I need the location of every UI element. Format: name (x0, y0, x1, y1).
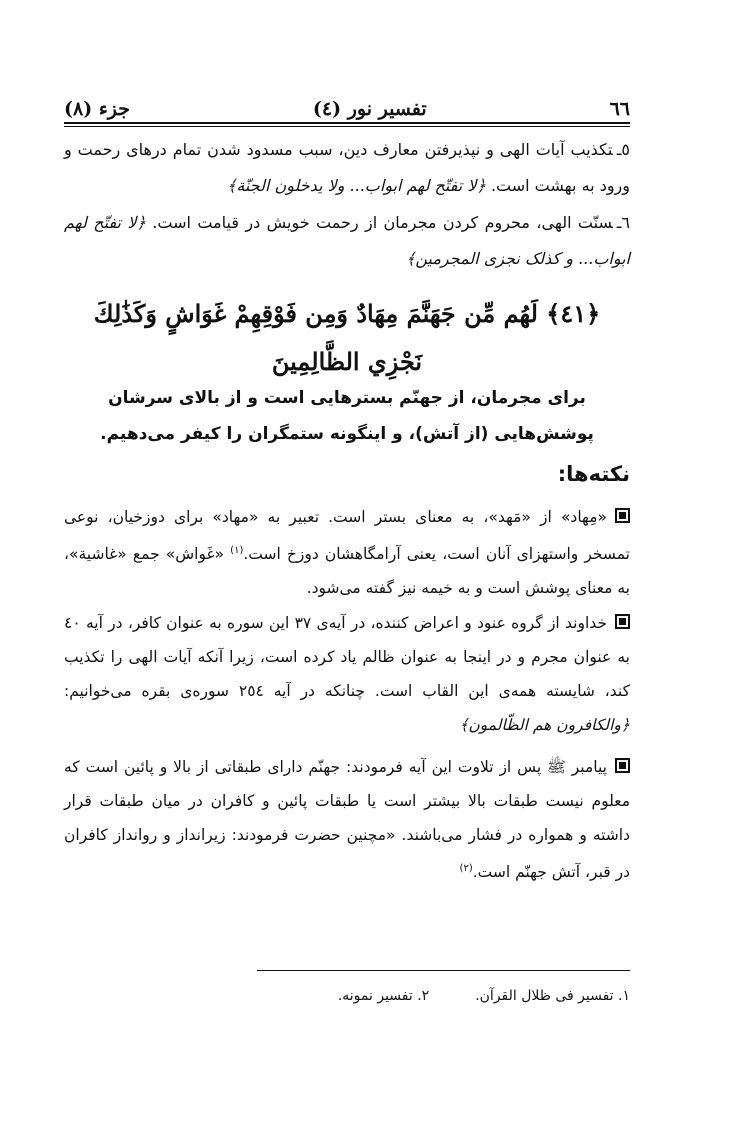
page-number: ٦٦ (609, 98, 630, 120)
quran-verse: ﴿٤١﴾ لَهُم مِّن جَهَنَّمَ مِهَادٌ وَمِن فَوْقِهِمْ غَوَاشٍ وَكَذَٰلِكَ نَجْزِي الظَّالِمِينَ (93, 299, 601, 376)
book-title: تفسیر نور (٤) (312, 98, 427, 120)
notes-title: نکته‌ها: (557, 462, 630, 486)
point-number: ٦ـ (616, 213, 631, 232)
header-rule (64, 122, 630, 124)
part-label: جزء (٨) (64, 98, 130, 120)
note-text: پیامبر ﷺ پس از تلاوت این آیه فرمودند: جهنّم دارای طبقاتی از بالا و پائین است که معلوم نیست طبقات بالا بیشتر است یا طبقات پائین و کافران در میان طبقات قرار داشته و همواره در فشار می‌باشند. «مچنین حضرت فرمودند: زیرانداز و روانداز کافران در قبر، آتش جهنّم است. (64, 758, 630, 882)
footnotes (338, 988, 630, 1004)
note-item (64, 500, 630, 605)
footnote-1: ١. تفسیر فی ظلال القرآن. (475, 988, 630, 1004)
footnote-rule (257, 970, 630, 971)
note-item (64, 750, 630, 889)
footnote-ref: (٢) (459, 863, 473, 874)
point-6 (64, 205, 630, 277)
point-number: ٥ـ (616, 140, 630, 159)
note-text-continued: «غَواش» جمع «غاشیة»، به معنای پوشش است و به خیمه نیز گفته می‌شود. (64, 545, 630, 598)
square-bullet-icon (615, 758, 630, 773)
header-rule-thin (64, 126, 630, 127)
point-text: تکذیب آیات الهی و نپذیرفتن معارف دین، سبب مسدود شدن تمام درهای رحمت و ورود به بهشت است. (64, 140, 630, 195)
quran-quote: ﴿لا تفتّح لهم ابواب... ولا یدخلون الجنّة﴾ (226, 176, 486, 195)
footnote-2: ٢. تفسیر نمونه. (337, 988, 430, 1004)
footnote-ref: (١) (230, 545, 244, 556)
verse-translation: برای مجرمان، از جهنّم بسترهایی است و از بالای سرشان پوشش‌هایی (از آتش)، و اینگونه ستمگران را کیفر می‌دهیم. (100, 388, 594, 444)
note-text: خداوند از گروه عنود و اعراض کننده، در آیه‌ی ٣٧ این سوره به عنوان کافر، در آیه ٤٠ به عنوان مجرم و در اینجا به عنوان ظالم یاد کرده است، زیرا آنکه آیات الهی را تکذیب کند، شایسته همه‌ی این القاب است. چنانکه در آیه ٢٥٤ سوره‌ی بقره می‌خوانیم: (64, 614, 630, 700)
page-header (64, 90, 630, 120)
quran-quote: ﴿لا تفتّح لهم ابواب... و کذلک نجزی المجرمین﴾ (64, 213, 630, 268)
quran-quote: ﴿والکافرون هم الظّالمون﴾ (459, 716, 630, 734)
point-5 (64, 132, 630, 204)
note-text: «مِهاد» از «مَهد»، به معنای بستر است. تعبیر به «مهاد» برای دوزخیان، نوعی تمسخر واستهزای آنان است، یعنی آرامگاهشان دوزخ است. (64, 508, 630, 564)
point-text: سنّت الهی، محروم کردن مجرمان از رحمت خویش در قیامت است. (152, 213, 613, 232)
square-bullet-icon (615, 614, 630, 629)
square-bullet-icon (615, 508, 630, 523)
note-item (64, 606, 630, 742)
